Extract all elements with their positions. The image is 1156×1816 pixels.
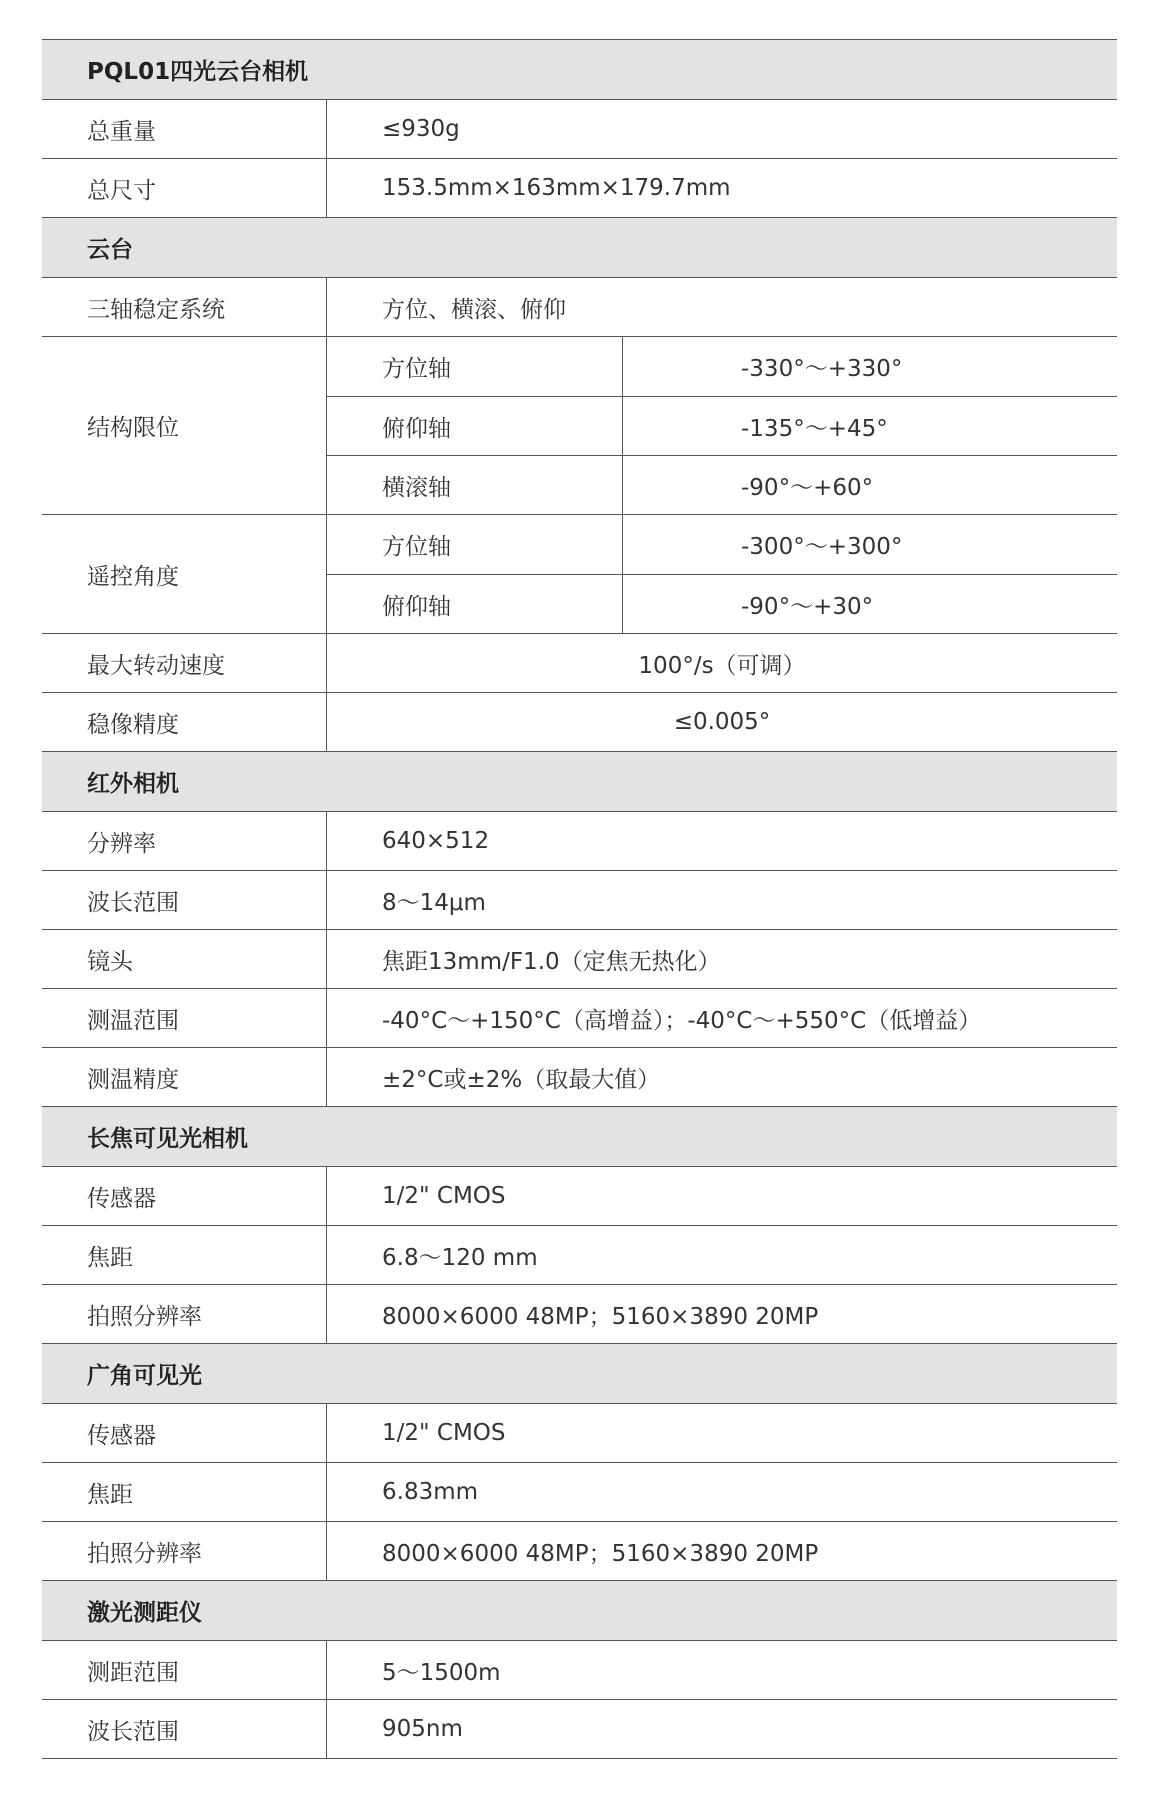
row-value: 905nm (382, 1716, 463, 1742)
row-label: 拍照分辨率 (42, 1522, 327, 1580)
row-value: 640×512 (382, 828, 490, 854)
row-label: 镜头 (42, 930, 327, 988)
sub-value: -90°～+30° (741, 593, 874, 620)
table-row (42, 930, 1117, 989)
table-row (42, 871, 1117, 930)
table-row (42, 1404, 1117, 1463)
row-value: 6.8～120 mm (382, 1244, 538, 1271)
group-label: 遥控角度 (42, 515, 327, 633)
section-title: 云台 (87, 237, 133, 263)
table-row (42, 1522, 1117, 1581)
table-row (42, 1641, 1117, 1700)
row-value: 6.83mm (382, 1479, 479, 1505)
table-row (42, 1700, 1117, 1759)
row-label: 三轴稳定系统 (42, 278, 327, 336)
table-row (42, 1226, 1117, 1285)
table-row (42, 634, 1117, 693)
subrow (327, 337, 1117, 396)
sub-name: 俯仰轴 (327, 575, 623, 633)
row-label: 波长范围 (42, 871, 327, 929)
section-header-laser (42, 1581, 1117, 1641)
row-value: 100°/s（可调） (638, 652, 806, 679)
section-title: 激光测距仪 (87, 1600, 202, 1626)
row-value: -40°C～+150°C（高增益）；-40°C～+550°C（低增益） (382, 1007, 982, 1034)
section-title: PQL01四光云台相机 (87, 59, 309, 85)
row-value: 8000×6000 48MP；5160×3890 20MP (382, 1303, 819, 1330)
table-row (42, 1048, 1117, 1107)
sub-name: 横滚轴 (327, 456, 623, 514)
subrow (327, 515, 1117, 574)
section-header-ir (42, 752, 1117, 812)
table-row (42, 1167, 1117, 1226)
sub-name: 方位轴 (327, 337, 623, 396)
row-label: 拍照分辨率 (42, 1285, 327, 1343)
table-row (42, 159, 1117, 218)
sub-value: -330°～+330° (741, 356, 903, 382)
table-row (42, 278, 1117, 337)
row-label: 稳像精度 (42, 693, 327, 751)
table-row (42, 1463, 1117, 1522)
row-value: ±2°C或±2%（取最大值） (382, 1066, 661, 1093)
spec-table (42, 39, 1117, 1759)
row-value: ≤930g (382, 116, 460, 142)
table-row (42, 693, 1117, 752)
row-label: 测温范围 (42, 989, 327, 1047)
row-label: 总尺寸 (42, 159, 327, 217)
section-header-wide (42, 1344, 1117, 1404)
row-label: 总重量 (42, 100, 327, 158)
row-value: 8000×6000 48MP；5160×3890 20MP (382, 1540, 819, 1567)
sub-name: 方位轴 (327, 515, 623, 574)
sub-name: 俯仰轴 (327, 397, 623, 455)
row-label: 最大转动速度 (42, 634, 327, 692)
section-header-main (42, 40, 1117, 100)
row-label: 传感器 (42, 1167, 327, 1225)
group-label: 结构限位 (42, 337, 327, 514)
row-label: 波长范围 (42, 1700, 327, 1758)
subrow (327, 396, 1117, 455)
row-label: 分辨率 (42, 812, 327, 870)
row-value: 153.5mm×163mm×179.7mm (382, 175, 731, 201)
row-value: 焦距13mm/F1.0（定焦无热化） (382, 948, 721, 975)
subrows (327, 515, 1117, 633)
section-header-gimbal (42, 218, 1117, 278)
row-value: ≤0.005° (673, 709, 771, 735)
table-row (42, 100, 1117, 159)
section-title: 红外相机 (87, 771, 179, 797)
row-value: 方位、横滚、俯仰 (382, 296, 566, 323)
row-label: 焦距 (42, 1226, 327, 1284)
section-header-tele (42, 1107, 1117, 1167)
row-label: 测温精度 (42, 1048, 327, 1106)
row-value: 8～14μm (382, 889, 486, 916)
table-row (42, 989, 1117, 1048)
section-title: 广角可见光 (87, 1363, 202, 1389)
row-value: 5～1500m (382, 1659, 501, 1686)
row-value: 1/2" CMOS (382, 1420, 506, 1446)
row-value: 1/2" CMOS (382, 1183, 506, 1209)
sub-value: -135°～+45° (741, 415, 888, 442)
row-label: 传感器 (42, 1404, 327, 1462)
group-structural-limit (42, 337, 1117, 515)
subrow (327, 455, 1117, 514)
subrows (327, 337, 1117, 514)
section-title: 长焦可见光相机 (87, 1126, 248, 1152)
row-label: 测距范围 (42, 1641, 327, 1699)
sub-value: -300°～+300° (741, 534, 903, 560)
group-remote-angle (42, 515, 1117, 634)
sub-value: -90°～+60° (741, 474, 874, 501)
row-label: 焦距 (42, 1463, 327, 1521)
table-row (42, 812, 1117, 871)
table-row (42, 1285, 1117, 1344)
subrow (327, 574, 1117, 633)
